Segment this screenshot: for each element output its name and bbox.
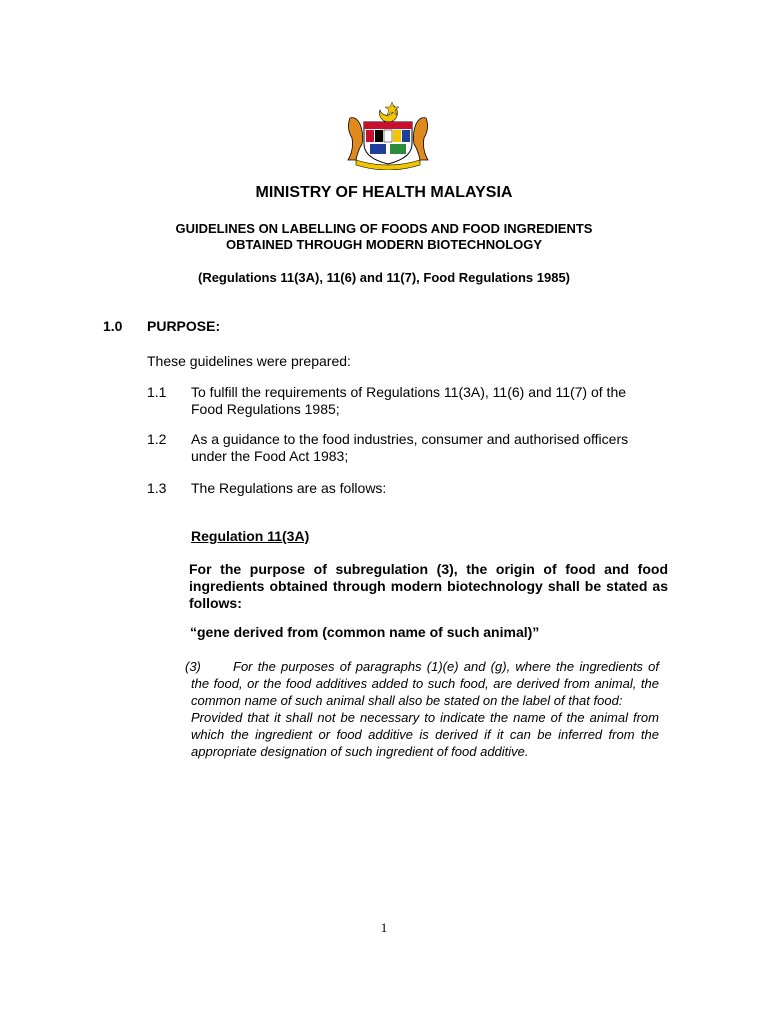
subregulation-paragraph: [185, 658, 659, 760]
list-item-text: Food Regulations 1985;: [191, 401, 340, 417]
regulation-heading: Regulation 11(3A): [191, 528, 310, 544]
section-number: 1.0: [103, 318, 123, 334]
section-intro: These guidelines were prepared:: [147, 353, 351, 369]
list-item-text: To fulfill the requirements of Regulations 11(3A), 11(6) and 11(7) of the: [191, 384, 627, 400]
list-item-text: under the Food Act 1983;: [191, 448, 349, 464]
subregulation-number: (3): [185, 659, 201, 674]
regulation-bold-text: For the purpose of subregulation (3), the origin of food and food ingredients obtained through modern biotechnology shall be stated as follows:: [189, 561, 668, 611]
document-title: [0, 221, 768, 253]
subregulation-text: For the purposes of paragraphs (1)(e) and (g), where the ingredients of the food, or the food additives added to such food, are derived from animal, the common name of such animal shall also be stated on the label of that food:: [191, 659, 659, 708]
list-item-text: As a guidance to the food industries, consumer and authorised officers: [191, 431, 629, 447]
document-title-line: GUIDELINES ON LABELLING OF FOODS AND FOOD INGREDIENTS: [175, 221, 593, 236]
document-title-line: OBTAINED THROUGH MODERN BIOTECHNOLOGY: [225, 237, 543, 252]
list-item-number: 1.3: [147, 480, 167, 496]
page-number: 1: [380, 920, 388, 935]
list-item-number: 1.1: [147, 384, 167, 400]
list-item: [191, 431, 669, 465]
coat-of-arms-icon: [340, 100, 436, 170]
organization-name: MINISTRY OF HEALTH MALAYSIA: [255, 184, 513, 201]
section-heading: PURPOSE:: [147, 318, 221, 334]
regulations-reference: (Regulations 11(3A), 11(6) and 11(7), Food Regulations 1985): [197, 270, 571, 285]
subregulation-proviso: Provided that it shall not be necessary to indicate the name of the animal from which the ingredient or food additive is derived if it can be inferred from the appropriate designation of such ingredient of food additive.: [191, 710, 659, 759]
list-item-text: The Regulations are as follows:: [191, 480, 387, 496]
list-item: [191, 384, 669, 418]
regulation-quote: “gene derived from (common name of such animal)”: [190, 624, 540, 640]
list-item-number: 1.2: [147, 431, 167, 447]
subregulation-text-block: [185, 658, 659, 709]
